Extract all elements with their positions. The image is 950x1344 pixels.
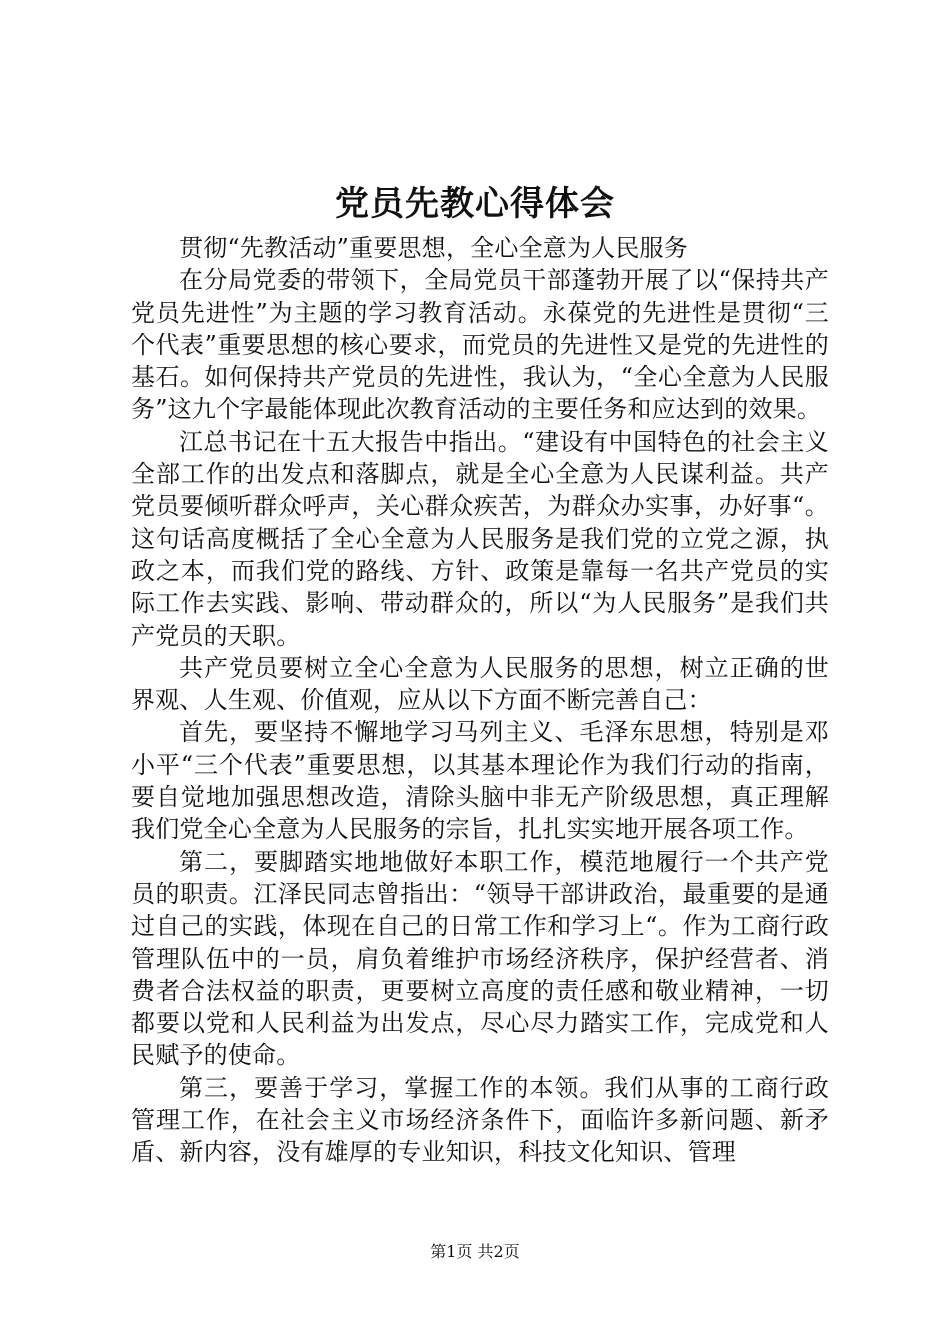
paragraph-aspects: 共产党员要树立全心全意为人民服务的思想，树立正确的世界观、人生观、价值观，应从以下方面不断完善自己： [131,653,829,715]
paragraph-quote: 江总书记在十五大报告中指出。“建设有中国特色的社会主义全部工作的出发点和落脚点，就是全心全意为人民谋利益。共产党员要倾听群众呼声，关心群众疾苦，为群众办实事，办好事“。这句话高度概括了全心全意为人民服务是我们党的立党之源，执政之本，而我们党的路线、方针、政策是靠每一名共产党员的实际工作去实践、影响、带动群众的，所以“为人民服务”是我们共产党员的天职。 [131,427,829,650]
paragraph-first: 首先，要坚持不懈地学习马列主义、毛泽东思想，特别是邓小平“三个代表”重要思想，以其基本理论作为我们行动的指南，要自觉地加强思想改造，清除头脑中非无产阶级思想，真正理解我们党全心全意为人民服务的宗旨，扎扎实实地开展各项工作。 [131,718,829,844]
paragraph-third: 第三，要善于学习，掌握工作的本领。我们从事的工商行政管理工作，在社会主义市场经济条件下，面临许多新问题、新矛盾、新内容，没有雄厚的专业知识，科技文化知识、管理 [131,1073,829,1167]
paragraph-intro: 在分局党委的带领下，全局党员干部蓬勃开展了以“保持共产党员先进性”为主题的学习教育活动。永葆党的先进性是贯彻“三个代表”重要思想的核心要求，而党员的先进性又是党的先进性的基石。如何保持共产党员的先进性，我认为，“全心全意为人民服务”这九个字最能体现此次教育活动的主要任务和应达到的效果。 [131,266,829,424]
document-body [131,232,829,1169]
paragraph-second: 第二，要脚踏实地地做好本职工作，模范地履行一个共产党员的职责。江泽民同志曾指出：“领导干部讲政治，最重要的是通过自己的实践，体现在自己的日常工作和学习上“。作为工商行政管理队伍中的一员，肩负着维护市场经济秩序，保护经营者、消费者合法权益的职责，更要树立高度的责任感和敬业精神，一切都要以党和人民利益为出发点，尽心尽力踏实工作，完成党和人民赋予的使命。 [131,847,829,1070]
paragraph-subtitle: 贯彻“先教活动”重要思想，全心全意为人民服务 [179,234,688,262]
page-number-footer: 第1页 共2页 [430,1242,520,1261]
document-title: 党员先教心得体会 [335,184,615,224]
